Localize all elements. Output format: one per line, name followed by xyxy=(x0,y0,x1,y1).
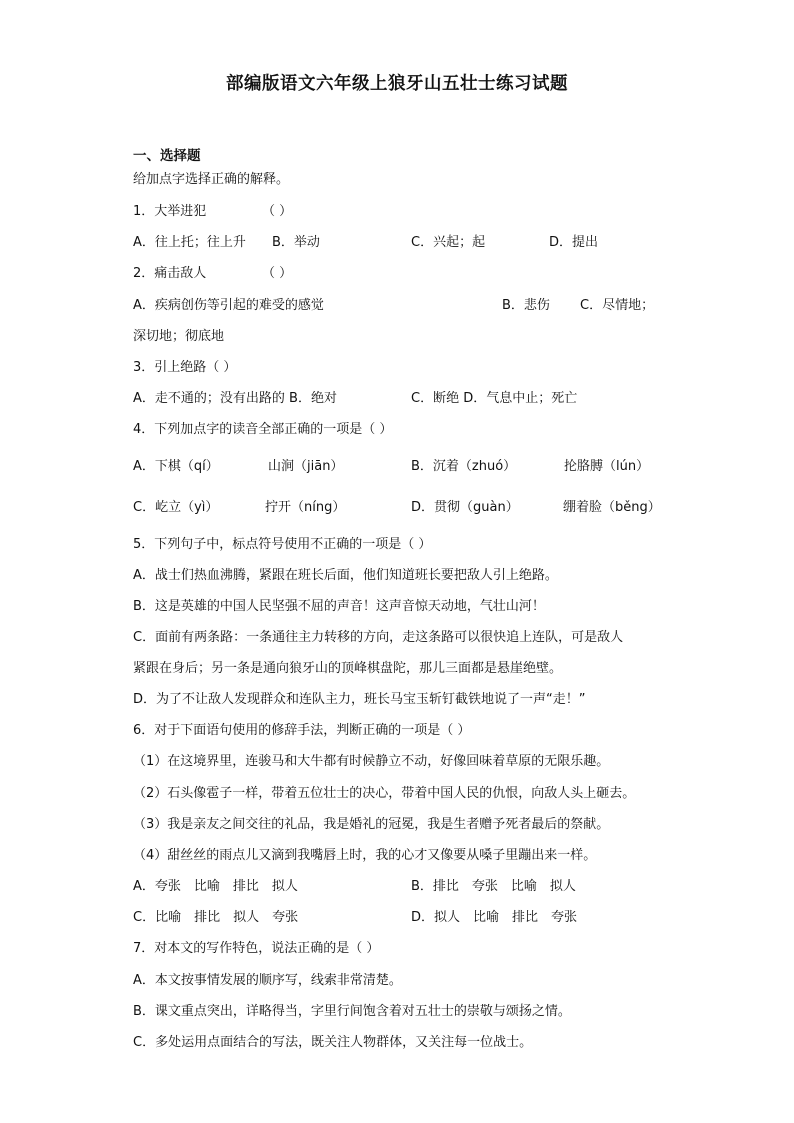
question-6-stem: 6．对于下面语句使用的修辞手法，判断正确的一项是（ ） xyxy=(133,723,471,738)
question-7-option-b: B．课文重点突出，详略得当，字里行间饱含着对五壮士的崇敬与颂扬之情。 xyxy=(133,1004,571,1019)
question-6-sentence-1: （1）在这境界里，连骏马和大牛都有时候静立不动，好像回味着草原的无限乐趣。 xyxy=(133,754,610,769)
question-1-option-c: C．兴起；起 xyxy=(411,235,486,250)
question-1-stem: 1．大举进犯 xyxy=(133,204,207,219)
question-6-option-a: A．夸张 比喻 排比 拟人 xyxy=(133,879,298,894)
question-2-answer-blank: （ ） xyxy=(262,266,293,281)
question-7-option-c: C．多处运用点面结合的写法，既关注人物群体，又关注每一位战士。 xyxy=(133,1035,533,1050)
question-1-option-a: A．往上托；往上升 xyxy=(133,235,246,250)
question-1-option-b: B．举动 xyxy=(272,235,320,250)
question-2-option-c: C．尽情地； xyxy=(580,298,655,313)
question-2-option-b: B．悲伤 xyxy=(502,298,550,313)
question-4-option-a-1: A．下棋（qí） xyxy=(133,459,219,474)
question-2-option-a: A．疾病创伤等引起的难受的感觉 xyxy=(133,298,324,313)
question-2-option-c-continued: 深切地；彻底地 xyxy=(133,329,225,344)
question-1-answer-blank: （ ） xyxy=(262,204,293,219)
question-4-option-a-2: 山涧（jiān） xyxy=(268,459,344,474)
question-6-sentence-3: （3）我是亲友之间交往的礼品，我是婚礼的冠冕，我是生者赠予死者最后的祭献。 xyxy=(133,817,610,832)
question-6-sentence-4: （4）甜丝丝的雨点儿又滴到我嘴唇上时，我的心才又像要从嗓子里蹦出来一样。 xyxy=(133,848,597,863)
question-5-option-d: D．为了不让敌人发现群众和连队主力，班长马宝玉斩钉截铁地说了一声“走！” xyxy=(133,692,586,707)
question-5-option-a: A．战士们热血沸腾，紧跟在班长后面，他们知道班长要把敌人引上绝路。 xyxy=(133,568,558,583)
question-3-stem: 3．引上绝路（ ） xyxy=(133,360,237,375)
question-5-option-b: B．这是英雄的中国人民坚强不屈的声音！这声音惊天动地，气壮山河！ xyxy=(133,599,545,614)
question-7-option-a: A．本文按事情发展的顺序写，线索非常清楚。 xyxy=(133,973,402,988)
question-7-stem: 7．对本文的写作特色，说法正确的是（ ） xyxy=(133,941,380,956)
question-6-option-c: C．比喻 排比 拟人 夸张 xyxy=(133,910,299,925)
question-4-stem: 4．下列加点字的读音全部正确的一项是（ ） xyxy=(133,422,393,437)
question-6-sentence-2: （2）石头像雹子一样，带着五位壮士的决心，带着中国人民的仇恨，向敌人头上砸去。 xyxy=(133,786,636,801)
question-5-option-c-continued: 紧跟在身后；另一条是通向狼牙山的顶峰棋盘陀，那儿三面都是悬崖绝壁。 xyxy=(133,661,563,676)
page-title: 部编版语文六年级上狼牙山五壮士练习试题 xyxy=(226,74,568,94)
question-4-option-b-2: 抡胳膊（lún） xyxy=(564,459,650,474)
question-3-options-cd: C．断绝 D．气息中止；死亡 xyxy=(411,391,578,406)
question-5-option-c: C．面前有两条路：一条通往主力转移的方向，走这条路可以很快追上连队，可是敌人 xyxy=(133,630,624,645)
instructions: 给加点字选择正确的解释。 xyxy=(133,172,290,187)
question-1-option-d: D．提出 xyxy=(549,235,599,250)
question-6-option-b: B．排比 夸张 比喻 拟人 xyxy=(411,879,576,894)
question-3-options-ab: A．走不通的；没有出路的 B．绝对 xyxy=(133,391,337,406)
section-heading: 一、选择题 xyxy=(133,148,201,164)
question-5-stem: 5．下列句子中，标点符号使用不正确的一项是（ ） xyxy=(133,537,432,552)
question-4-option-b-1: B．沉着（zhuó） xyxy=(411,459,517,474)
question-4-option-c-2: 拧开（níng） xyxy=(265,500,346,515)
question-6-option-d: D．拟人 比喻 排比 夸张 xyxy=(411,910,578,925)
question-2-stem: 2．痛击敌人 xyxy=(133,266,207,281)
question-4-option-d-1: D．贯彻（guàn） xyxy=(411,500,519,515)
question-4-option-c-1: C．屹立（yì） xyxy=(133,500,219,515)
question-4-option-d-2: 绷着脸（běng） xyxy=(563,500,661,515)
